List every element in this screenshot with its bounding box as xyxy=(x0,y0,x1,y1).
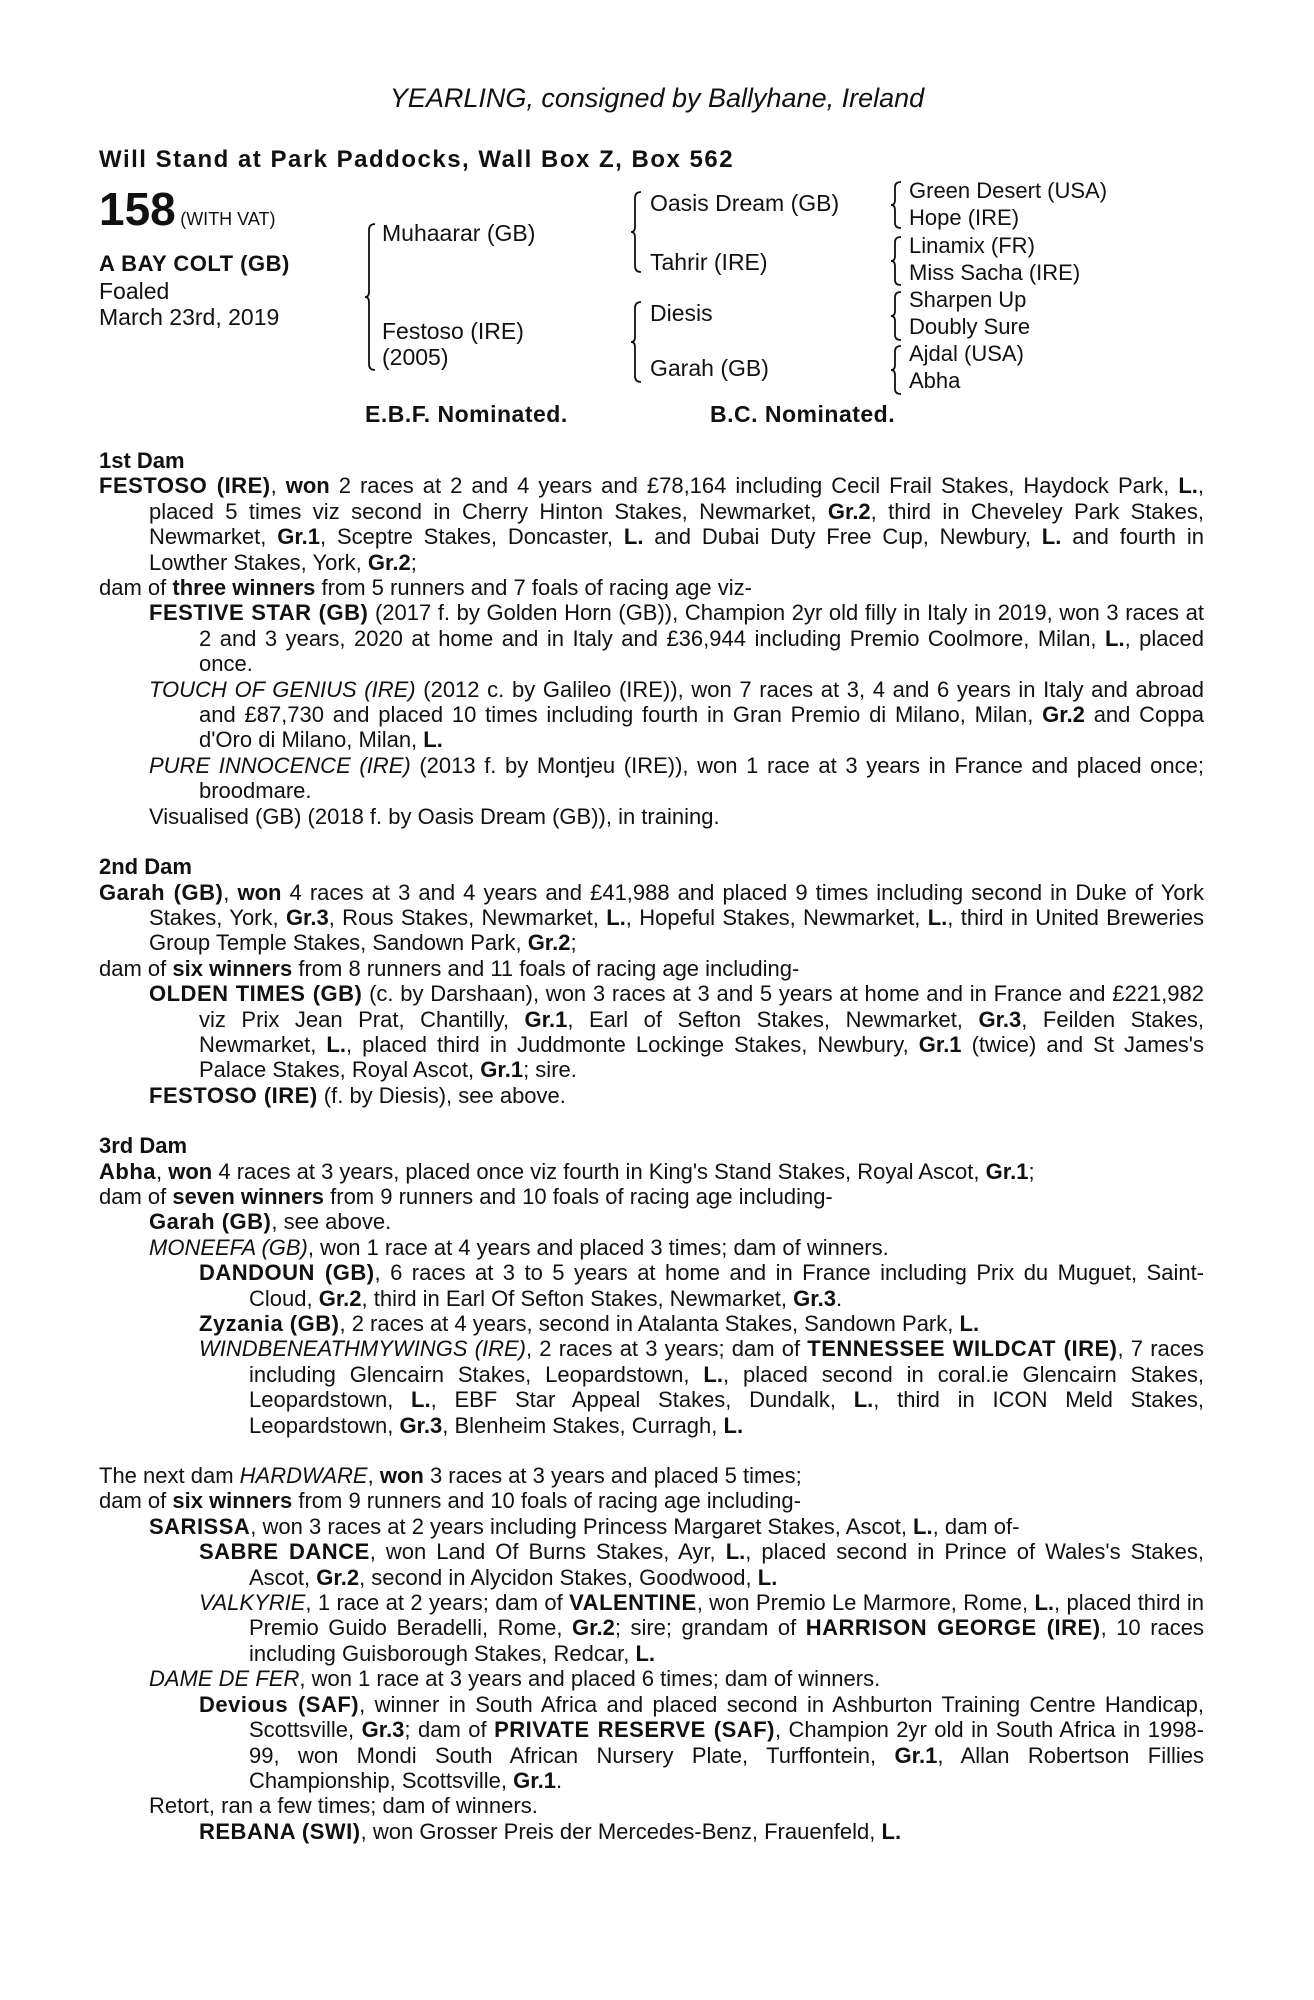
pedigree-sire: Muhaarar (GB) xyxy=(382,220,536,246)
section-gap xyxy=(99,1438,1204,1463)
horse-name: SARISSA xyxy=(149,1513,251,1539)
vat-note: (WITH VAT) xyxy=(180,209,276,229)
produce-touch-of-genius xyxy=(149,677,1204,753)
record-text: , third in Cheveley Park Stakes, Newmarket, xyxy=(149,498,1204,550)
record-text: , Sceptre Stakes, Doncaster, xyxy=(320,524,624,550)
winners-count: three winners xyxy=(172,575,316,601)
produce-festoso xyxy=(149,1083,1204,1108)
record-text: and fourth in Lowther Stakes, York, xyxy=(149,524,1204,575)
group-label: Gr.1 xyxy=(985,1158,1029,1184)
record-text: from 5 runners and 7 foals of racing age viz- xyxy=(315,575,752,601)
second-dam-record: Garah (GB), won 4 races at 3 and 4 years and £41,988 and placed 9 times including second in Duke of York Stakes, York, Gr.3, Rous Stakes, Newmarket, L., Hopeful Stakes, Newmarket, L., third in United Breweries Group Temple Stakes, Sandown Park, Gr.2; xyxy=(99,879,1204,956)
won-label: won xyxy=(168,1158,213,1184)
group-label: Gr.1 xyxy=(918,1031,962,1057)
group-label: Gr.2 xyxy=(527,930,571,956)
winners-count: six winners xyxy=(172,1488,293,1514)
produce-devious xyxy=(199,1692,1204,1794)
record-text: , winner in South Africa and placed second in Ashburton Training Centre Handicap, Scottsville, xyxy=(249,1691,1204,1743)
first-dam-produce-summary xyxy=(99,575,1204,600)
record-text: , see above. xyxy=(271,1209,392,1235)
record-text: 2 races at 2 and 4 years and £78,164 including Cecil Frail Stakes, Haydock Park, xyxy=(329,473,1179,499)
pedigree-gg-1: Green Desert (USA) xyxy=(909,178,1108,203)
second-dam-name: Garah (GB) xyxy=(99,879,224,905)
record-text: , 2 races at 3 years; dam of xyxy=(526,1336,808,1362)
record-text: from 8 runners and 11 foals of racing age including- xyxy=(292,955,800,981)
record-text: , EBF Star Appeal Stakes, Dundalk, xyxy=(430,1387,854,1413)
record-text: 3 races at 3 years and placed 5 times; xyxy=(423,1463,802,1489)
second-dam-section xyxy=(99,854,1204,1108)
next-dam-section xyxy=(99,1463,1204,1844)
record-text: , Feilden Stakes, Newmarket, xyxy=(199,1006,1204,1057)
pedigree-dam-sire: Diesis xyxy=(650,300,713,326)
group-label: Gr.2 xyxy=(316,1564,360,1590)
record-text: ; xyxy=(410,549,417,575)
record-text: , placed second in coral.ie Glencairn Stakes, Leopardstown, xyxy=(249,1361,1204,1413)
record-text: , placed second in Prince of Wales's Stakes, Ascot, xyxy=(249,1539,1204,1590)
pedigree-sire-dam: Tahrir (IRE) xyxy=(650,249,768,275)
first-dam-section xyxy=(99,448,1204,829)
listed-label: L. xyxy=(423,727,443,753)
record-text: . xyxy=(555,1767,563,1793)
record-text: ; sire; grandam of xyxy=(614,1615,806,1641)
record-text: , placed 5 times viz second in Cherry Hinton Stakes, Newmarket, xyxy=(149,473,1204,524)
record-text: dam of xyxy=(99,575,173,601)
listed-label: L. xyxy=(606,904,626,930)
horse-name: Devious (SAF) xyxy=(199,1691,360,1717)
record-text: dam of xyxy=(99,1183,173,1209)
record-text: , dam of- xyxy=(932,1513,1020,1539)
lot-number-line xyxy=(99,182,276,236)
record-text: , 6 races at 3 to 5 years at home and in France including Prix du Muguet, Saint-Cloud, xyxy=(249,1260,1205,1311)
winners-count: six winners xyxy=(172,955,293,981)
listed-label: L. xyxy=(635,1640,656,1666)
pedigree-gg-2: Hope (IRE) xyxy=(909,205,1020,230)
produce-sarissa xyxy=(149,1514,1204,1539)
produce-pure-innocence xyxy=(149,753,1204,804)
pedigree-bracket-3d xyxy=(891,344,905,396)
record-text: , third in ICON Meld Stakes, Leopardstown, xyxy=(249,1387,1204,1438)
group-label: Gr.3 xyxy=(978,1006,1022,1032)
record-text: ; dam of xyxy=(404,1717,495,1743)
horse-name: Garah (GB) xyxy=(149,1209,272,1235)
produce-olden-times xyxy=(149,981,1204,1083)
horse-name: OLDEN TIMES (GB) xyxy=(149,981,363,1007)
second-dam-heading: 2nd Dam xyxy=(99,854,192,880)
horse-name: VALKYRIE xyxy=(199,1590,306,1616)
listed-label: L. xyxy=(913,1513,933,1539)
record-text: . xyxy=(835,1285,843,1311)
horse-name: SABRE DANCE xyxy=(199,1539,370,1565)
record-text: and Dubai Duty Free Cup, Newbury, xyxy=(643,524,1042,550)
group-label: Gr.1 xyxy=(277,524,321,550)
group-label: Gr.2 xyxy=(827,498,871,524)
pedigree-gg-3: Linamix (FR) xyxy=(909,233,1035,258)
record-text: , won 1 race at 4 years and placed 3 times; dam of winners. xyxy=(307,1234,889,1260)
next-dam-name: HARDWARE xyxy=(239,1463,368,1489)
record-text: dam of xyxy=(99,955,173,981)
record-text: ; sire. xyxy=(523,1057,577,1083)
horse-name: Zyzania (GB) xyxy=(199,1311,340,1336)
horse-name: HARRISON GEORGE (IRE) xyxy=(805,1615,1101,1641)
pedigree-bracket-3c xyxy=(891,290,905,342)
record-text: , Rous Stakes, Newmarket, xyxy=(328,904,607,930)
next-dam-produce-summary xyxy=(99,1488,1204,1513)
produce-visualised: Visualised (GB) (2018 f. by Oasis Dream (GB)), in training. xyxy=(149,803,720,829)
produce-record xyxy=(99,448,1204,1844)
won-label: won xyxy=(285,473,330,499)
produce-festive-star xyxy=(149,600,1204,676)
record-text: , second in Alycidon Stakes, Goodwood, xyxy=(359,1564,758,1590)
pedigree-dam-dam: Garah (GB) xyxy=(650,355,769,381)
group-label: Gr.1 xyxy=(480,1057,524,1083)
record-text: , Champion 2yr old in South Africa in 1998-99, won Mondi South African Nursery Plate, Turffontein, xyxy=(249,1717,1204,1768)
foaled-date: March 23rd, 2019 xyxy=(99,304,280,330)
stand-location: Will Stand at Park Paddocks, Wall Box Z, Box 562 xyxy=(99,146,735,173)
record-text: ; xyxy=(1028,1158,1035,1184)
record-text: , Hopeful Stakes, Newmarket, xyxy=(625,904,928,930)
group-label: Gr.3 xyxy=(285,904,329,930)
record-text: , 10 races including Guisborough Stakes, Redcar, xyxy=(249,1615,1204,1666)
listed-label: L. xyxy=(1105,625,1125,651)
record-text: from 9 runners and 10 foals of racing age including- xyxy=(324,1183,833,1209)
foaled-label: Foaled xyxy=(99,278,170,304)
listed-label: L. xyxy=(757,1564,778,1590)
record-text: (c. by Darshaan), won 3 races at 3 and 5 years at home and in France and £221,982 viz Prix Jean Prat, Chantilly, xyxy=(199,981,1204,1032)
first-dam-name: FESTOSO (IRE) xyxy=(99,473,271,499)
listed-label: L. xyxy=(723,1412,744,1438)
record-text: (2012 c. by Galileo (IRE)), won 7 races at 3, 4 and 6 years in Italy and abroad and £87,730 and placed 10 times including fourth in Gran Premio di Milano, Milan, xyxy=(199,676,1204,728)
record-text: , won 1 race at 3 years and placed 6 times; dam of winners. xyxy=(299,1666,881,1692)
pedigree-dam: Festoso (IRE) xyxy=(382,318,524,344)
record-text: , placed third in Premio Guido Beradelli, Rome, xyxy=(249,1590,1204,1641)
listed-label: L. xyxy=(959,1311,980,1336)
produce-rebana xyxy=(199,1819,1204,1844)
record-text: ; xyxy=(570,930,577,956)
produce-sabre-dance xyxy=(199,1539,1204,1590)
pedigree-gg-7: Ajdal (USA) xyxy=(909,341,1024,366)
horse-name: VALENTINE xyxy=(569,1590,697,1616)
listed-label: L. xyxy=(1034,1590,1055,1616)
ebf-nomination: E.B.F. Nominated. xyxy=(365,401,568,427)
record-text: , third in United Breweries Group Temple Stakes, Sandown Park, xyxy=(149,904,1204,956)
winners-count: seven winners xyxy=(172,1183,325,1209)
record-text: , won Premio Le Marmore, Rome, xyxy=(696,1590,1035,1616)
page-title: YEARLING, consigned by Ballyhane, Ireland xyxy=(389,83,925,113)
produce-moneefa xyxy=(149,1235,1204,1260)
horse-name: WINDBENEATHMYWINGS (IRE) xyxy=(199,1336,526,1362)
horse-name: DAME DE FER xyxy=(149,1666,300,1692)
produce-retort: Retort, ran a few times; dam of winners. xyxy=(149,1793,538,1819)
produce-valkyrie xyxy=(199,1590,1204,1666)
record-text: (f. by Diesis), see above. xyxy=(317,1082,566,1108)
record-text: , 1 race at 2 years; dam of xyxy=(305,1590,570,1616)
pedigree-gg-8: Abha xyxy=(909,368,961,393)
pedigree-bracket-2a xyxy=(631,190,645,274)
horse-name: DANDOUN (GB) xyxy=(199,1260,375,1286)
third-dam-produce-summary xyxy=(99,1184,1204,1209)
horse-name: PURE INNOCENCE (IRE) xyxy=(149,752,411,778)
third-dam-record: Abha, won 4 races at 3 years, placed once viz fourth in King's Stand Stakes, Royal Ascot, Gr.1; xyxy=(99,1158,1035,1184)
third-dam-name: Abha xyxy=(99,1158,156,1184)
record-text: , won Grosser Preis der Mercedes-Benz, Frauenfeld, xyxy=(360,1818,882,1844)
won-label: won xyxy=(237,879,282,905)
horse-name: PRIVATE RESERVE (SAF) xyxy=(494,1717,775,1743)
horse-name: FESTIVE STAR (GB) xyxy=(149,600,369,626)
record-text: (twice) and St James's Palace Stakes, Royal Ascot, xyxy=(199,1031,1204,1083)
group-label: Gr.1 xyxy=(524,1006,568,1032)
record-text: and Coppa d'Oro di Milano, Milan, xyxy=(199,702,1204,753)
record-text: , Blenheim Stakes, Curragh, xyxy=(442,1412,724,1438)
produce-windbeneathmywings xyxy=(199,1336,1204,1438)
record-text: dam of xyxy=(99,1488,173,1514)
first-dam-record: FESTOSO (IRE), won 2 races at 2 and 4 years and £78,164 including Cecil Frail Stakes, Haydock Park, L., placed 5 times viz second in Cherry Hinton Stakes, Newmarket, Gr.2, third in Cheveley Park Stakes, Newmarket, Gr.1, Sceptre Stakes, Doncaster, L. and Dubai Duty Free Cup, Newbury, L. and fourth in Lowther Stakes, York, Gr.2; xyxy=(99,473,1204,575)
listed-label: L. xyxy=(326,1031,346,1057)
record-text: , won Land Of Burns Stakes, Ayr, xyxy=(369,1539,726,1565)
group-label: Gr.2 xyxy=(572,1615,615,1641)
record-text: , Allan Robertson Fillies Championship, Scottsville, xyxy=(249,1742,1204,1793)
group-label: Gr.2 xyxy=(1042,702,1085,728)
record-text: , 2 races at 4 years, second in Atalanta Stakes, Sandown Park, xyxy=(339,1311,960,1336)
listed-label: L. xyxy=(927,904,948,930)
pedigree-bracket-2b xyxy=(631,300,645,384)
horse-name: FESTOSO (IRE) xyxy=(149,1082,318,1108)
bc-nomination: B.C. Nominated. xyxy=(710,401,896,427)
listed-label: L. xyxy=(1178,473,1198,499)
horse-name: MONEEFA (GB) xyxy=(149,1234,308,1260)
first-dam-heading: 1st Dam xyxy=(99,448,185,473)
pedigree-bracket-3a xyxy=(891,180,905,230)
pedigree-sire-sire: Oasis Dream (GB) xyxy=(650,190,840,216)
listed-label: L. xyxy=(853,1387,874,1413)
pedigree-gg-4: Miss Sacha (IRE) xyxy=(909,260,1081,285)
group-label: Gr.1 xyxy=(513,1767,556,1793)
third-dam-section xyxy=(99,1133,1204,1438)
horse-name: TOUCH OF GENIUS (IRE) xyxy=(149,676,416,702)
second-dam-produce-summary xyxy=(99,956,1204,981)
pedigree-dam-year: (2005) xyxy=(382,344,449,370)
record-text: (2017 f. by Golden Horn (GB)), Champion 2yr old filly in Italy in 2019, won 3 races at 2 and 3 years, 2020 at home and in Italy and £36,944 including Premio Coolmore, Milan, xyxy=(199,600,1204,651)
record-text: (2013 f. by Montjeu (IRE)), won 1 race at 3 years in France and placed once; broodmare. xyxy=(199,752,1205,804)
group-label: Gr.3 xyxy=(793,1285,836,1311)
group-label: Gr.2 xyxy=(318,1285,362,1311)
third-dam-heading: 3rd Dam xyxy=(99,1133,188,1159)
listed-label: L. xyxy=(1041,524,1062,550)
lot-description: A BAY COLT (GB) xyxy=(99,251,290,276)
horse-name: REBANA (SWI) xyxy=(199,1818,361,1844)
record-text: from 9 runners and 10 foals of racing age including- xyxy=(292,1488,801,1514)
record-text: , won 3 races at 2 years including Princess Margaret Stakes, Ascot, xyxy=(250,1513,914,1539)
listed-label: L. xyxy=(623,524,644,550)
group-label: Gr.2 xyxy=(367,549,411,575)
pedigree-bracket-1 xyxy=(365,222,379,372)
record-text: , placed once. xyxy=(199,625,1204,677)
won-label: won xyxy=(379,1463,424,1489)
produce-zyzania xyxy=(199,1311,1204,1336)
record-text: , Earl of Sefton Stakes, Newmarket, xyxy=(567,1006,979,1032)
group-label: Gr.1 xyxy=(894,1742,938,1768)
record-text: , placed third in Juddmonte Lockinge Stakes, Newbury, xyxy=(345,1031,919,1057)
record-text: 4 races at 3 years, placed once viz fourth in King's Stand Stakes, Royal Ascot, xyxy=(212,1158,986,1184)
group-label: Gr.3 xyxy=(361,1717,405,1743)
horse-name: TENNESSEE WILDCAT (IRE) xyxy=(807,1336,1118,1362)
produce-dandoun xyxy=(199,1260,1204,1311)
record-text: , 7 races including Glencairn Stakes, Leopardstown, xyxy=(249,1336,1204,1387)
pedigree-bracket-3b xyxy=(891,235,905,287)
record-text: The next dam xyxy=(99,1463,240,1489)
record-text: 4 races at 3 and 4 years and £41,988 and placed 9 times including second in Duke of York Stakes, York, xyxy=(149,879,1204,930)
listed-label: L. xyxy=(725,1539,746,1565)
produce-garah xyxy=(149,1209,1204,1234)
listed-label: L. xyxy=(881,1818,902,1844)
section-gap xyxy=(99,1108,1204,1133)
produce-dame-de-fer xyxy=(149,1666,1204,1691)
listed-label: L. xyxy=(703,1361,723,1387)
listed-label: L. xyxy=(411,1387,431,1413)
lot-number: 158 xyxy=(99,183,176,235)
pedigree-gg-5: Sharpen Up xyxy=(909,287,1027,312)
section-gap xyxy=(99,829,1204,854)
record-text: , third in Earl Of Sefton Stakes, Newmarket, xyxy=(361,1285,794,1311)
group-label: Gr.3 xyxy=(399,1412,443,1438)
next-dam-record: The next dam HARDWARE, won 3 races at 3 years and placed 5 times; xyxy=(99,1463,802,1489)
pedigree-gg-6: Doubly Sure xyxy=(909,314,1031,339)
